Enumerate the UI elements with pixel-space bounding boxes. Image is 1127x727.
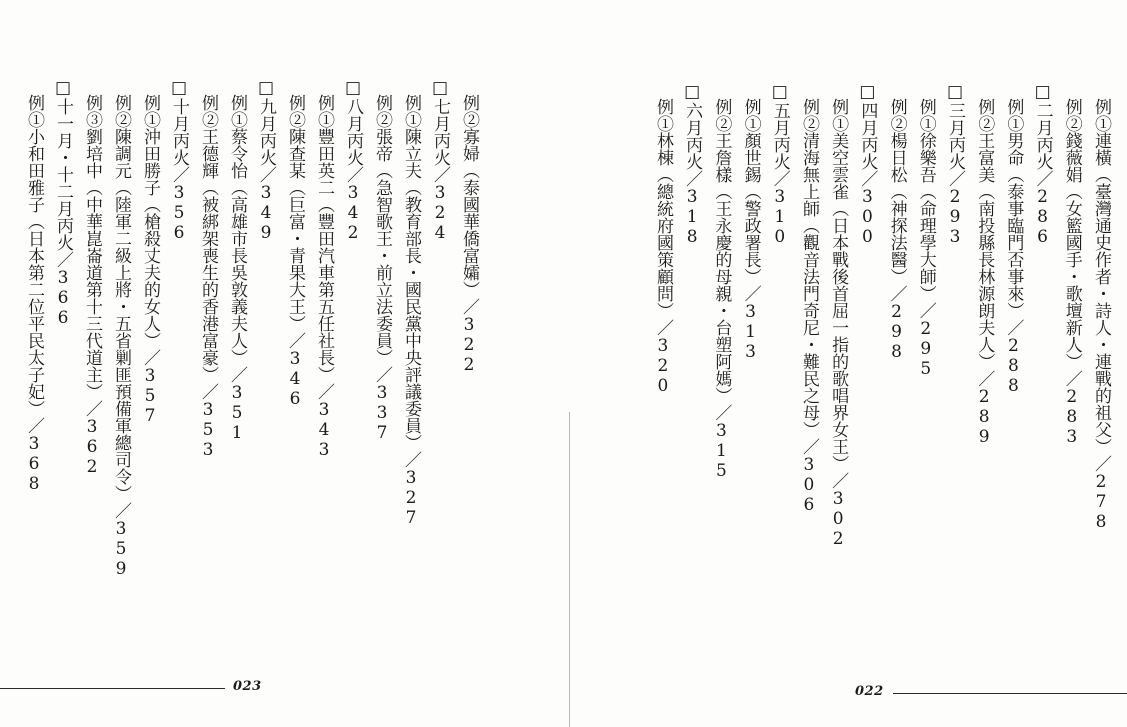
toc-example-entry: 例②楊日松（神探法醫）／298 (886, 98, 907, 362)
page-number: 023 (233, 679, 262, 694)
toc-example-entry: 例①豐田英二（豐田汽車第五任社長）／343 (314, 94, 334, 460)
toc-example-entry: 例②王德輝（被綁架喪生的香港富豪）／353 (198, 94, 218, 460)
toc-example-entry: 例②陳查某（巨富・青果大王）／346 (285, 94, 305, 409)
footer-rule (893, 693, 1127, 694)
toc-example-entry: 例①陳立夫（教育部長・國民黨中央評議委員）／327 (401, 94, 421, 528)
toc-column-stack (19, 78, 483, 654)
toc-example-entry: 例①徐樂吾（命理學大師）／295 (915, 98, 936, 379)
toc-example-entry: 例②張帝（急智歌王・前立法委員）／337 (372, 94, 392, 443)
toc-section-heading: □十一月・十二月丙火／366 (53, 78, 73, 328)
toc-example-entry: 例②錢薇娟（女籃國手・歌壇新人）／283 (1061, 98, 1082, 447)
toc-example-entry: 例①沖田勝子（槍殺丈夫的女人）／357 (140, 94, 160, 426)
right-page (569, 0, 1127, 727)
toc-section-heading: □十月丙火／356 (169, 78, 189, 243)
toc-example-entry: 例②王富美（南投縣長林源朗夫人）／289 (974, 98, 995, 447)
toc-section-heading: □五月丙火／310 (769, 82, 790, 247)
toc-section-heading: □六月丙火／318 (682, 82, 703, 247)
toc-section-heading: □七月丙火／324 (430, 78, 450, 243)
toc-section-heading: □九月丙火／349 (256, 78, 276, 243)
toc-example-entry: 例①小和田雅子（日本第二位平民太子妃）／368 (24, 94, 44, 494)
toc-example-entry: 例①男命（泰事臨門否事來）／288 (1003, 98, 1024, 396)
toc-example-entry: 例②寡婦（泰國華僑富孀）／322 (459, 94, 479, 375)
toc-section-heading: □三月丙火／293 (944, 82, 965, 247)
toc-section-heading: □四月丙火／300 (857, 82, 878, 247)
toc-section-heading: □二月丙火／286 (1032, 82, 1053, 247)
page-number: 022 (855, 684, 884, 699)
toc-column-stack (648, 82, 1115, 658)
page-gutter (569, 412, 570, 727)
toc-example-entry: 例②王詹樣（王永慶的母親・台塑阿媽）／315 (711, 98, 732, 481)
toc-example-entry: 例②陳調元（陸軍二級上將・五省剿匪預備軍總司令）／359 (111, 94, 131, 579)
toc-example-entry: 例①連橫（臺灣通史作者・詩人・連戰的祖父）／278 (1091, 98, 1111, 532)
toc-example-entry: 例①林棟（總統府國策顧問）／320 (652, 98, 673, 396)
toc-example-entry: 例①蔡令怡（高雄市長吳敦義夫人）／351 (227, 94, 247, 443)
toc-section-heading: □八月丙火／342 (343, 78, 363, 243)
toc-example-entry: 例②清海無上師（觀音法門奇尼・難民之母）／306 (798, 98, 819, 515)
toc-example-entry: 例①顏世錫（警政署長）／313 (740, 98, 761, 362)
footer-rule (0, 688, 225, 689)
toc-example-entry: 例③劉培中（中華崑崙道第十三代道主）／362 (82, 94, 102, 477)
toc-example-entry: 例①美空雲雀（日本戰後首屈一指的歌唱界女王）／302 (828, 98, 849, 549)
